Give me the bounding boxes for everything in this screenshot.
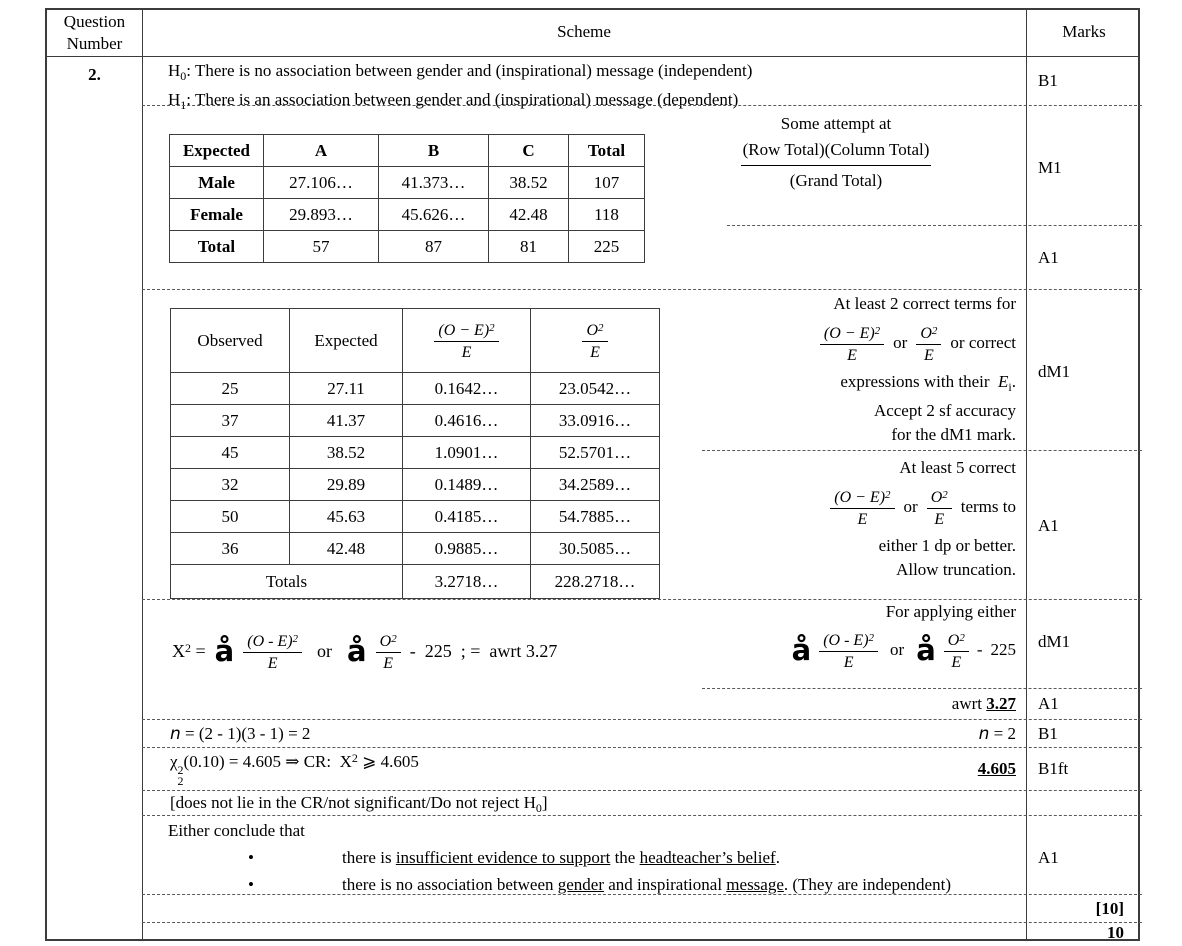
degrees-of-freedom-row: [142, 719, 1142, 747]
sigma-glyph: å: [916, 632, 936, 667]
chi-squared-terms-row: [142, 289, 1142, 599]
awrt-value: awrt 3.27: [951, 694, 1016, 713]
oe-squared-over-e-fraction: $\frac{(O - E)^2}{E}$: [434, 319, 498, 362]
expected-values-row: [142, 105, 1142, 289]
row-col-total-fraction: (Row Total)(Column Total) (Grand Total): [742, 140, 930, 190]
table-row: 50 45.63 0.4185… 54.7885…: [171, 501, 660, 533]
oe-squared-over-e-fraction: $\frac{(O - E)^2}{E}$: [243, 630, 302, 673]
question-total-bracket-row: [142, 894, 1142, 922]
list-item: • there is insufficient evidence to support the headteacher’s belief.: [168, 844, 1026, 871]
sigma-glyph: å: [791, 632, 812, 667]
chi-squared-statistic-row: [142, 599, 1142, 719]
o-squared-over-e-fraction: $\frac{O^2}{E}$: [916, 322, 941, 365]
mark-dm1-applying: dM1: [1038, 632, 1071, 651]
critical-region-row: [142, 747, 1142, 790]
oe-squared-over-e-fraction: $\frac{(O - E)^2}{E}$: [820, 322, 884, 365]
question-total-bracket: [10]: [1095, 899, 1124, 918]
table-row: Observed Expected $\frac{(O - E)^2}{E}$ $\frac{O^2}{E}$: [171, 309, 660, 373]
header-question-word: Question: [63, 12, 126, 31]
conclusion-intro: Either conclude that: [168, 821, 305, 840]
cr-comment-row: [142, 790, 1142, 815]
mark-a1-terms: A1: [1038, 516, 1059, 535]
table-row: 25 27.11 0.1642… 23.0542…: [171, 373, 660, 405]
mark-b1ft-cr: B1ft: [1038, 759, 1069, 778]
table-row: Expected A B C Total: [170, 135, 645, 167]
header-number-word: Number: [66, 34, 123, 53]
question-total-row: [142, 922, 1142, 943]
oe-squared-over-e-fraction: $\frac{(O - E)^2}{E}$: [819, 629, 878, 672]
table-row: 32 29.89 0.1489… 34.2589…: [171, 469, 660, 501]
hypotheses-row: [142, 57, 1142, 112]
partial-divider: [702, 450, 1142, 451]
partial-divider: [702, 688, 1142, 689]
critical-value: 4.605: [977, 759, 1016, 778]
conclusion-row: [142, 815, 1142, 894]
oe-squared-over-e-fraction: $\frac{(O - E)^2}{E}$: [830, 486, 894, 529]
marks-header: Marks: [1062, 22, 1106, 41]
table-row: 45 38.52 1.0901… 52.5701…: [171, 437, 660, 469]
observed-expected-table: [170, 308, 660, 599]
question-total: 10: [1107, 923, 1124, 942]
o-squared-over-e-fraction: $\frac{O^2}{E}$: [927, 486, 952, 529]
dm1-applying-note: For applying either å $\frac{(O - E)^2}{E}$ or å $\frac{O^2}{E}$ - 225: [791, 602, 1016, 671]
sigma-glyph: å: [214, 634, 235, 668]
o-squared-over-e-fraction: $\frac{O^2}{E}$: [376, 630, 401, 673]
a1-accuracy-note: At least 5 correct $\frac{(O - E)^2}{E}$ or $\frac{O^2}{E}$ terms to either 1 dp or better. Allow truncation.: [686, 456, 1016, 582]
mark-b1-dof: B1: [1038, 724, 1058, 743]
partial-divider: [727, 225, 1142, 226]
table-row: Total 57 87 81 225: [170, 231, 645, 263]
mark-scheme-table: [45, 8, 1140, 941]
critical-region-equation: χ 2 2 (0.10) = 4.605 ⇒ CR: $X^2$ ⩾ 4.605: [170, 751, 419, 788]
table-row: Female 29.893… 45.626… 42.48 118: [170, 199, 645, 231]
table-row: Male 27.106… 41.373… 38.52 107: [170, 167, 645, 199]
question-number-header: [47, 11, 142, 55]
o-squared-over-e-fraction: $\frac{O^2}{E}$: [582, 319, 607, 362]
header-row: [47, 10, 1138, 57]
h1-hypothesis: $H_1$: There is an association between gender and (inspirational) message (dependent): [168, 90, 739, 112]
cr-comment: [does not lie in the CR/not significant/Do not reject $H_0$]: [170, 793, 548, 815]
mark-m1-expected: M1: [1038, 158, 1062, 177]
table-row: 36 42.48 0.9885… 30.5085…: [171, 533, 660, 565]
expected-values-table: [169, 134, 645, 263]
mark-b1-hypotheses: B1: [1038, 71, 1058, 90]
o-squared-over-e-fraction: $\frac{O^2}{E}$: [944, 629, 969, 672]
h0-hypothesis: $H_0$: There is no association between gender and (inspirational) message (independent): [168, 61, 753, 83]
nu-equation: n = (2 - 1)(3 - 1) = 2: [170, 723, 311, 744]
table-row: 37 41.37 0.4616… 33.0916…: [171, 405, 660, 437]
x2-formula: $X^2$ = å $\frac{(O - E)^2}{E}$ or å $\frac{O^2}{E}$ - 225 ; = awrt 3.27: [172, 630, 557, 673]
list-item: • there is no association between gender and inspirational message. (They are independent): [168, 871, 1026, 898]
sigma-glyph: å: [347, 634, 367, 668]
bullet-icon: •: [248, 875, 254, 894]
bullet-icon: •: [248, 848, 254, 867]
totals-row: Totals 3.2718… 228.2718…: [171, 565, 660, 599]
nu-result: n = 2: [978, 723, 1016, 744]
dm1-accuracy-note: At least 2 correct terms for $\frac{(O - E)^2}{E}$ or $\frac{O^2}{E}$ or correct expressions with their $E_i$. Accept 2 sf accuracy for the dM1 mark.: [686, 292, 1016, 447]
method-attempt-note: Some attempt at (Row Total)(Column Total) (Grand Total): [656, 112, 1016, 193]
question-number: 2.: [88, 65, 101, 84]
mark-a1-awrt: A1: [1038, 694, 1059, 713]
mark-a1-conclusion: A1: [1038, 848, 1059, 867]
mark-dm1-terms: dM1: [1038, 362, 1071, 381]
mark-a1-expected: A1: [1038, 248, 1059, 267]
scheme-header: Scheme: [557, 22, 611, 41]
